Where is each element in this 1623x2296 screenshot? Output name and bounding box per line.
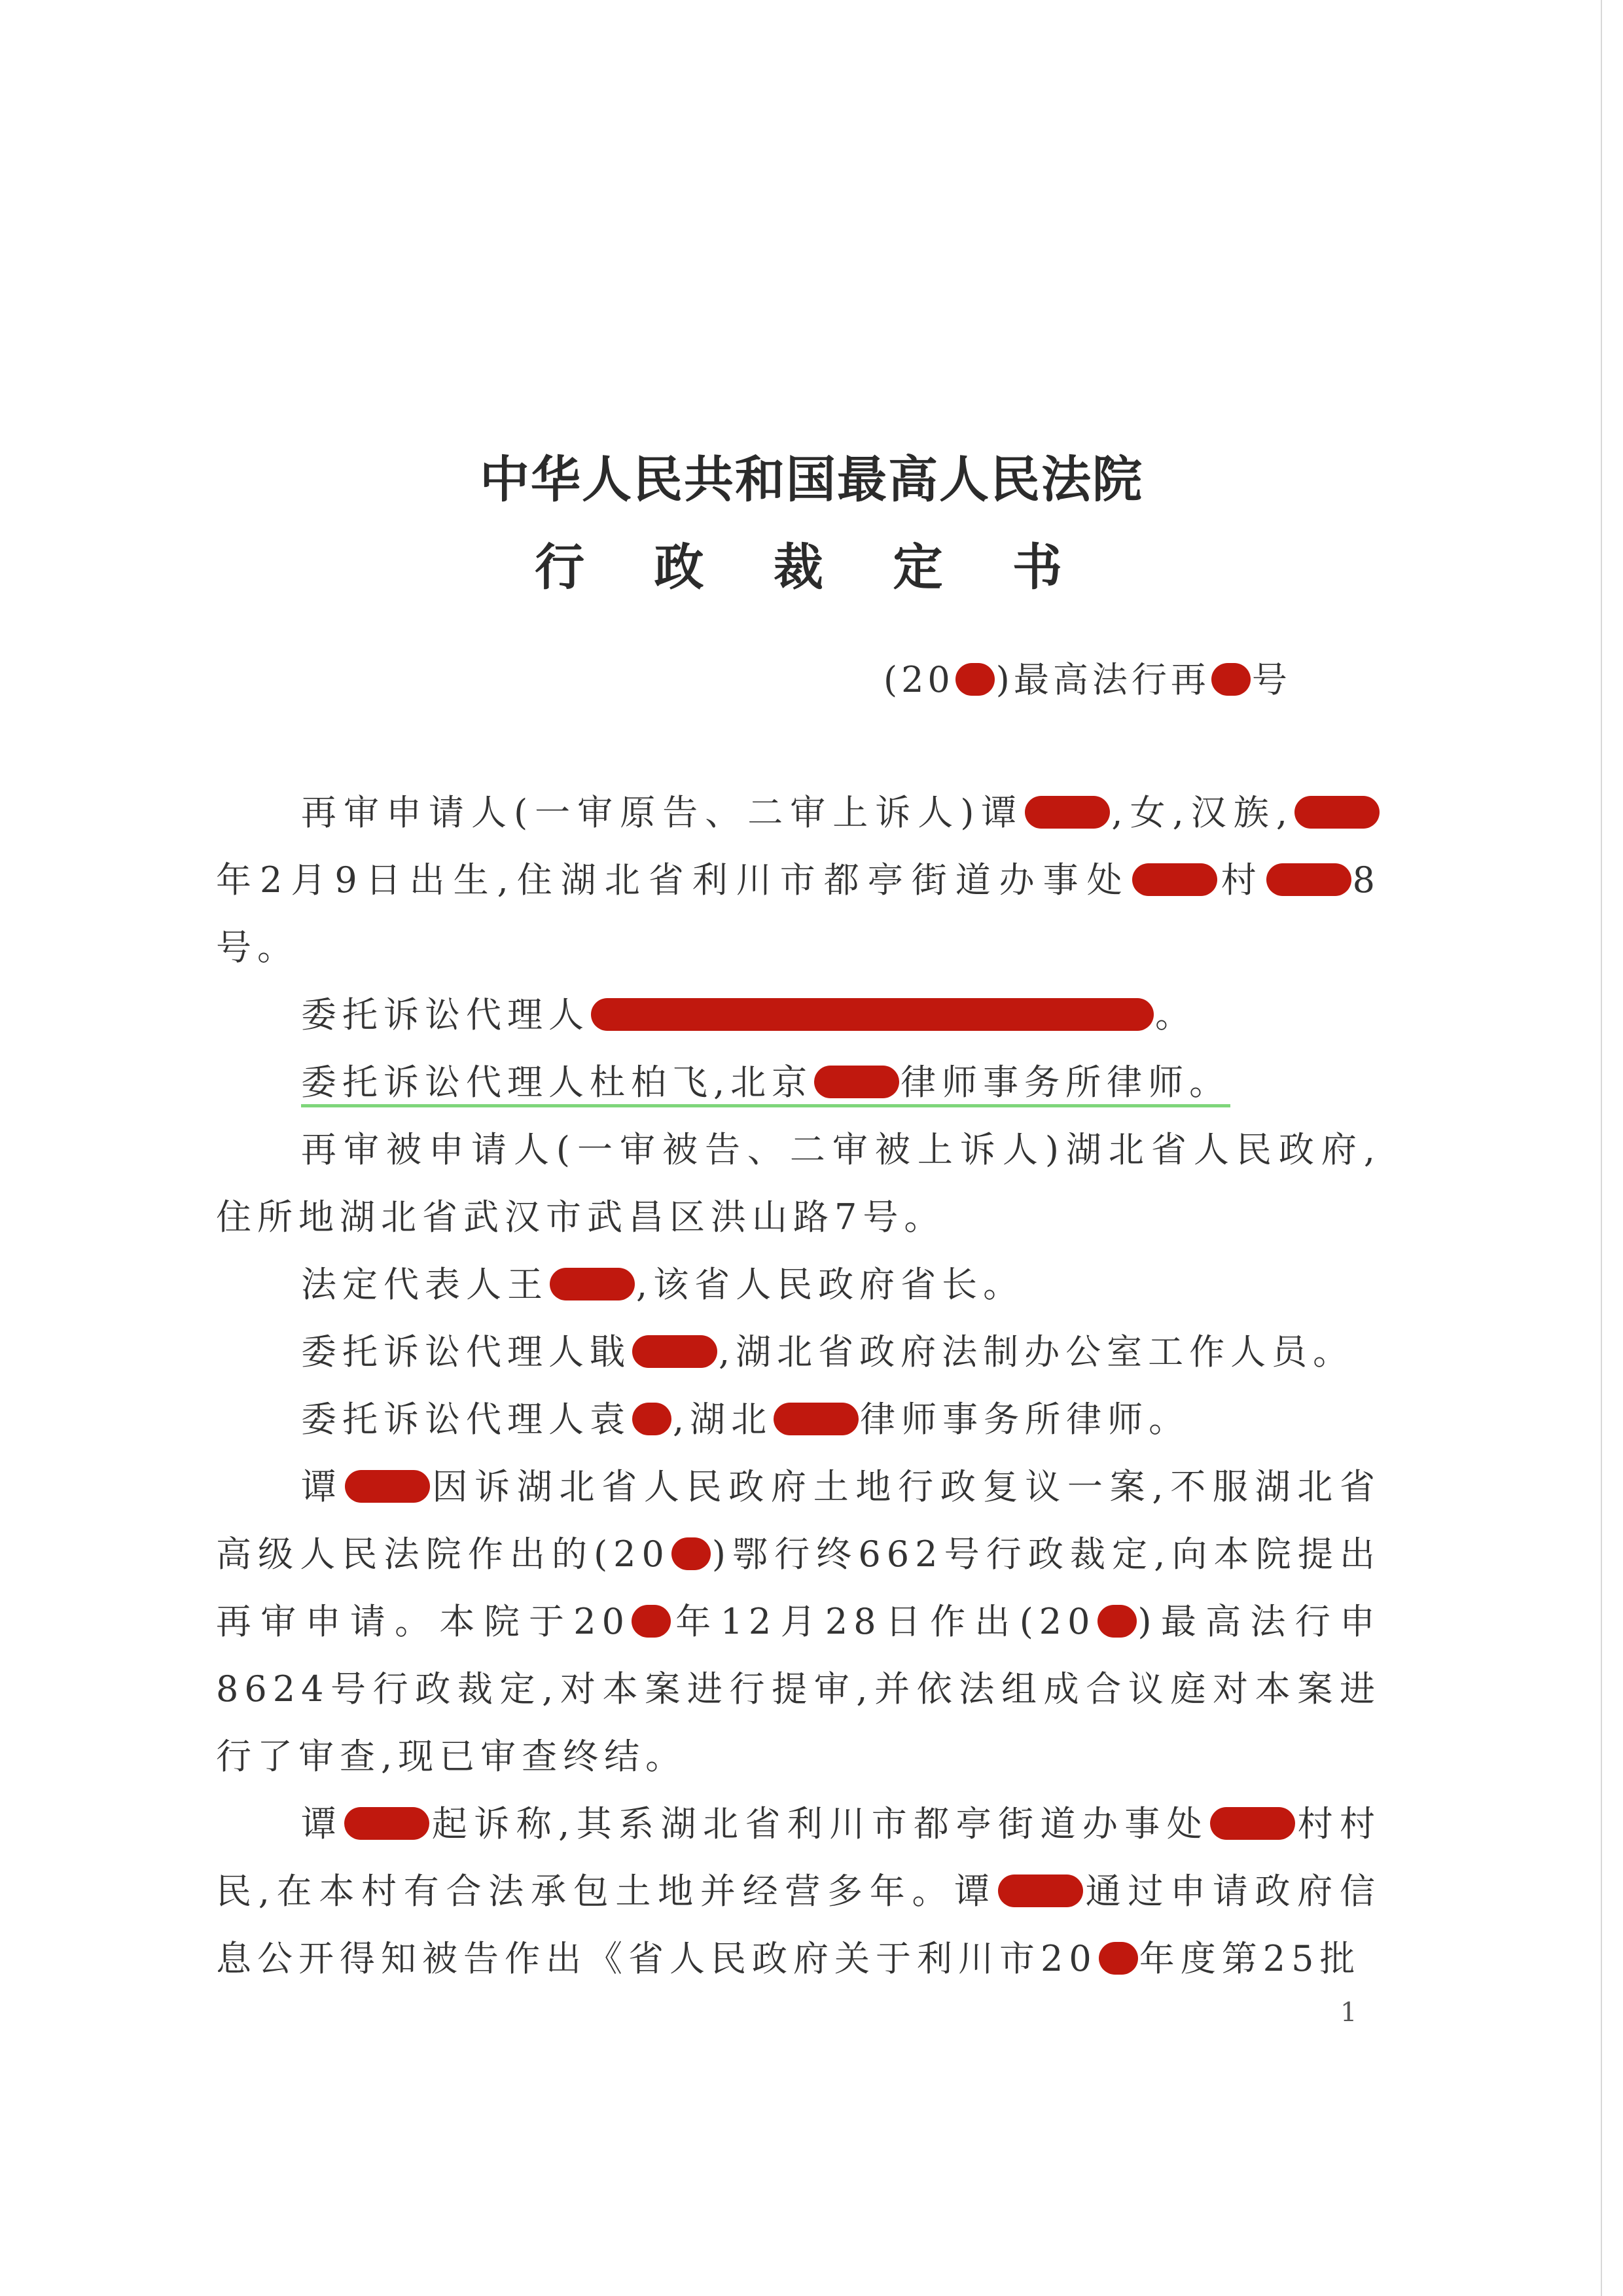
redaction-mark bbox=[1294, 796, 1380, 829]
text-segment: 委托诉讼代理人杜柏飞,北京 bbox=[301, 1062, 813, 1103]
text-segment: ,女,汉族, bbox=[1111, 792, 1293, 833]
case-number-middle: )最高法行再 bbox=[995, 659, 1210, 700]
redaction-mark bbox=[550, 1268, 635, 1300]
text-segment: 法定代表人王 bbox=[301, 1264, 548, 1305]
redaction-mark bbox=[814, 1066, 899, 1098]
text-segment: )鄂行终662号行政裁定,向本院提出再审申请。本院于20 bbox=[216, 1534, 1381, 1642]
paragraph-resp-agent-2 bbox=[216, 1386, 1381, 1453]
redaction-mark bbox=[632, 1403, 671, 1435]
redaction-mark bbox=[1097, 1605, 1137, 1638]
redaction-mark bbox=[591, 998, 1154, 1031]
text-segment: ,该省人民政府省长。 bbox=[636, 1264, 1025, 1305]
redaction-mark bbox=[345, 1470, 430, 1503]
text-segment: )最高法行申8624号行政裁定,对本案进行提审,并依法组成合议庭对本案进行了审查,现已审查终结。 bbox=[216, 1601, 1381, 1777]
text-segment: 村村民,在本村有合法承包土地并经营多年。谭 bbox=[216, 1803, 1382, 1912]
redaction-mark bbox=[1210, 1807, 1295, 1840]
redaction-mark bbox=[1099, 1942, 1138, 1975]
text-segment: 委托诉讼代理人袁 bbox=[301, 1399, 631, 1440]
text-segment: 委托诉讼代理人 bbox=[301, 994, 590, 1035]
redaction-mark bbox=[632, 1605, 671, 1638]
text-segment: 再审申请人(一审原告、二审上诉人)谭 bbox=[301, 792, 1024, 833]
text-segment: 起诉称,其系湖北省利川市都亭街道办事处 bbox=[431, 1803, 1209, 1844]
case-number-suffix: 号 bbox=[1251, 659, 1291, 700]
text-segment: 因诉湖北省人民政府土地行政复议一案,不服湖北省高级人民法院作出的(20 bbox=[216, 1466, 1381, 1575]
redaction-mark bbox=[632, 1335, 717, 1368]
paragraph-resp-agent-1 bbox=[216, 1318, 1381, 1386]
paragraph-claim bbox=[216, 1790, 1381, 1992]
text-segment: 年度第25批 bbox=[1139, 1938, 1361, 1979]
redaction-mark bbox=[774, 1403, 859, 1435]
redaction-mark bbox=[1266, 863, 1351, 896]
page-number: 1 bbox=[1340, 1998, 1357, 2028]
redaction-mark bbox=[1132, 863, 1217, 896]
text-segment: 谭 bbox=[301, 1466, 344, 1507]
underlined-agent-line bbox=[301, 1062, 1230, 1107]
text-segment: 委托诉讼代理人戢 bbox=[301, 1331, 631, 1372]
text-segment: 通过申请政府信息公开得知被告作出《省人民政府关于利川市20 bbox=[216, 1871, 1382, 1979]
redaction-mark bbox=[344, 1807, 429, 1840]
text-segment: 村 bbox=[1218, 859, 1265, 901]
paragraph-agent-2 bbox=[216, 1049, 1381, 1116]
text-segment: ,湖北 bbox=[673, 1399, 773, 1440]
text-segment: 律师事务所律师。 bbox=[860, 1399, 1190, 1440]
case-number bbox=[883, 652, 1291, 702]
redaction-mark bbox=[955, 663, 995, 696]
case-number-prefix: (20 bbox=[883, 659, 954, 700]
text-segment: 律师事务所律师。 bbox=[901, 1062, 1231, 1103]
text-segment: 8号。 bbox=[216, 859, 1381, 968]
text-segment: 年2月9日出生,住湖北省利川市都亭街道办事处 bbox=[216, 859, 1131, 901]
paragraph-procedure bbox=[216, 1453, 1381, 1790]
redaction-mark bbox=[1025, 796, 1110, 829]
text-segment: 谭 bbox=[301, 1803, 344, 1844]
redaction-mark bbox=[671, 1537, 711, 1570]
text-segment: 年12月28日作出(20 bbox=[672, 1601, 1096, 1642]
page-edge bbox=[1601, 0, 1602, 2296]
text-segment: 。 bbox=[1155, 994, 1196, 1035]
redaction-mark bbox=[1211, 663, 1251, 696]
court-title: 中华人民共和国最高人民法院 bbox=[480, 450, 1143, 509]
paragraph-respondent: 再审被申请人(一审被告、二审被上诉人)湖北省人民政府,住所地湖北省武汉市武昌区洪山路7号。 bbox=[216, 1129, 1381, 1238]
document-body bbox=[216, 779, 1381, 1992]
redaction-mark bbox=[998, 1874, 1083, 1907]
paragraph-applicant bbox=[216, 779, 1381, 981]
paragraph-agent-1 bbox=[216, 981, 1381, 1049]
text-segment: ,湖北省政府法制办公室工作人员。 bbox=[719, 1331, 1355, 1372]
document-type-title: 行 政 裁 定 书 bbox=[535, 538, 1088, 596]
paragraph-legal-rep bbox=[216, 1251, 1381, 1318]
